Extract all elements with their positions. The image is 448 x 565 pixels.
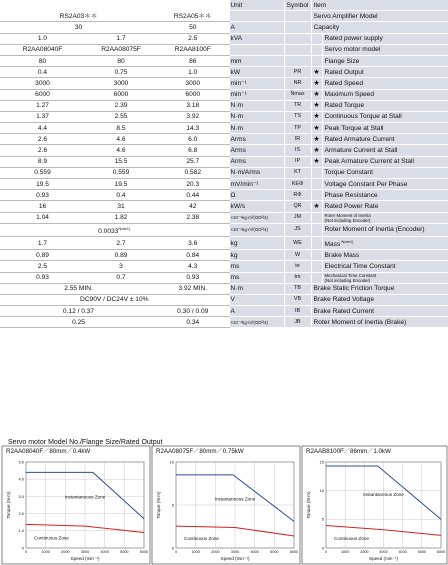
value-cell: 3 xyxy=(85,261,157,272)
spec-row xyxy=(0,156,448,167)
value-cell: 0.84 xyxy=(157,250,229,261)
spec-row xyxy=(0,89,448,100)
spec-row xyxy=(0,111,448,122)
star-mark: ★ xyxy=(311,134,322,145)
value-cell: 2.6 xyxy=(0,145,85,156)
value-cell: 3000 xyxy=(85,78,157,89)
symbol-cell: te xyxy=(284,261,311,272)
value-cell: 1.37 xyxy=(0,111,85,122)
unit-cell: min⁻¹ xyxy=(229,78,284,89)
unit-cell: ×10⁻⁴kg·m²(GD²/4) xyxy=(229,223,284,236)
star-mark: ★ xyxy=(311,89,322,100)
x-tick-label: 6000 xyxy=(289,550,299,554)
x-tick-label: 5000 xyxy=(417,550,427,554)
unit-cell: kVA xyxy=(229,33,284,44)
item-label: Brake Static Friction Torque xyxy=(311,283,448,294)
item-label: Mass $^{Note1)}$ xyxy=(322,236,448,249)
y-tick-label: 10 xyxy=(169,459,174,465)
graph-title: R2AA08040F／80mm／0.4kW xyxy=(6,448,91,455)
spec-row xyxy=(0,145,448,156)
unit-cell: kW/s xyxy=(229,201,284,212)
value-cell: 6000 xyxy=(0,89,85,100)
spec-row xyxy=(0,167,448,178)
unit-cell xyxy=(229,44,284,55)
zone-label-instant: Instantaneous Zone xyxy=(363,491,404,497)
brake-row xyxy=(0,306,448,317)
unit-cell: ×10⁻⁴kg·m²(GD²/4) xyxy=(229,317,284,328)
x-tick-label: 4000 xyxy=(398,550,407,554)
value-cell: 1.82 xyxy=(85,212,157,223)
amp-a-capacity: 30 xyxy=(0,22,157,33)
value-cell: 1.27 xyxy=(0,100,85,111)
unit-cell: mm xyxy=(229,55,284,66)
star-mark: ★ xyxy=(311,201,322,212)
star-mark xyxy=(311,179,322,190)
value-cell: 80 xyxy=(85,55,157,66)
item-label: Roter Moment of Inertia (Brake) xyxy=(311,317,448,328)
symbol-cell: JM xyxy=(284,212,311,223)
symbol-cell: IR xyxy=(284,134,311,145)
symbol-cell: TP xyxy=(284,123,311,134)
item-label: Rated Armature Current xyxy=(322,134,448,145)
symbol-cell: JS xyxy=(284,223,311,236)
symbol-cell xyxy=(284,33,311,44)
item-label: Rated Torque xyxy=(322,100,448,111)
value-cell: 1.04 xyxy=(0,212,85,223)
value-cell: 2.38 xyxy=(157,212,229,223)
zone-label-instant: Instantaneous Zone xyxy=(64,494,106,500)
value-cell: 4.3 xyxy=(157,261,229,272)
star-mark: ★ xyxy=(311,145,322,156)
value-cell: 0.559 xyxy=(0,167,85,178)
unit-cell: ms xyxy=(229,261,284,272)
symbol-cell xyxy=(284,55,311,66)
unit-cell: N·m xyxy=(229,100,284,111)
value-cell: 3.6 xyxy=(157,236,229,249)
star-mark xyxy=(311,190,322,201)
value-cell: 2.7 xyxy=(85,236,157,249)
value-cell: 3000 xyxy=(157,78,229,89)
value-cell: 0.4 xyxy=(85,190,157,201)
x-tick-label: 4000 xyxy=(250,550,259,554)
x-axis-label: Speed (min⁻¹) xyxy=(220,556,250,561)
motor-model: R2AA08040F xyxy=(0,44,85,55)
col-symbol: Symbol xyxy=(284,0,311,11)
value-cell: 2.55 xyxy=(85,111,157,122)
value-cell: 0.93 xyxy=(0,190,85,201)
symbol-cell: KT xyxy=(284,167,311,178)
y-tick-label: 5 xyxy=(171,502,174,508)
y-tick-label: 5 xyxy=(321,516,324,522)
item-label: Peak Torque at Stall xyxy=(322,123,448,134)
zone-label-instant: Instantaneous Zone xyxy=(214,496,256,502)
star-mark xyxy=(311,261,322,272)
symbol-cell: TB xyxy=(284,283,311,294)
x-axis-label: Speed (min⁻¹) xyxy=(369,556,398,561)
unit-cell: kg xyxy=(229,236,284,249)
zone-label-cont: Continuous Zone xyxy=(334,535,369,541)
spec-row xyxy=(0,55,448,66)
brake-value: DC90V / DC24V ± 10% xyxy=(0,294,229,305)
star-mark: ★ xyxy=(311,100,322,111)
item-label: Continuous Torque at Stall xyxy=(322,111,448,122)
symbol-cell: TR xyxy=(284,100,311,111)
spec-row xyxy=(0,44,448,55)
x-tick-label: 1000 xyxy=(41,550,50,554)
value-cell: 3.92 xyxy=(157,111,229,122)
y-tick-label: 0 xyxy=(171,545,174,551)
value-cell: 0.75 xyxy=(85,67,157,78)
value-cell: 0.89 xyxy=(0,250,85,261)
amp-b-capacity: 50 xyxy=(157,22,229,33)
star-mark xyxy=(311,250,322,261)
unit-cell: ×10⁻⁴kg·m²(GD²/4) xyxy=(229,212,284,223)
item-label: Rated Speed xyxy=(322,78,448,89)
y-tick-label: 5.0 xyxy=(18,459,24,465)
y-axis-label: Torque (N·m) xyxy=(306,491,311,519)
item-label: Peak Armature Current at Stall xyxy=(322,156,448,167)
y-tick-label: 3.0 xyxy=(18,493,24,499)
item-label: Brake Rated Current xyxy=(311,306,448,317)
unit-cell: N·m xyxy=(229,123,284,134)
unit-cell: Arms xyxy=(229,145,284,156)
value-cell: 31 xyxy=(85,201,157,212)
value-cell: 8.9 xyxy=(0,156,85,167)
symbol-cell: Nmax xyxy=(284,89,311,100)
star-mark xyxy=(311,223,322,236)
motor-model: R2AA08075F xyxy=(85,44,157,55)
x-tick-label: 2000 xyxy=(61,550,70,554)
value-cell: 4.6 xyxy=(85,145,157,156)
motor-model: R2AA8100F xyxy=(157,44,229,55)
spec-row xyxy=(0,223,448,236)
spec-row xyxy=(0,272,448,283)
brake-value-a: 0.12 / 0.37 xyxy=(0,306,157,317)
spec-row xyxy=(0,250,448,261)
x-tick-label: 1000 xyxy=(191,550,200,554)
value-cell: 86 xyxy=(157,55,229,66)
spec-row xyxy=(0,78,448,89)
y-axis-label: Torque (N·m) xyxy=(156,491,161,519)
value-cell: 6000 xyxy=(85,89,157,100)
symbol-cell: W xyxy=(284,250,311,261)
unit-cell: min⁻¹ xyxy=(229,89,284,100)
header-blank xyxy=(0,0,229,11)
star-mark: ★ xyxy=(311,156,322,167)
symbol-cell: TS xyxy=(284,111,311,122)
star-mark xyxy=(311,44,322,55)
unit-cell: N·m xyxy=(229,111,284,122)
unit-cell: N·m xyxy=(229,283,284,294)
value-cell: 0.7 xyxy=(85,272,157,283)
symbol-cell: IB xyxy=(284,306,311,317)
spec-row xyxy=(0,261,448,272)
spec-row xyxy=(0,134,448,145)
value-cell: 1.0 xyxy=(0,33,85,44)
x-tick-label: 2000 xyxy=(211,550,220,554)
brake-row xyxy=(0,317,448,328)
unit-cell: A xyxy=(229,306,284,317)
value-cell: 6.0 xyxy=(157,134,229,145)
unit-cell: Ω xyxy=(229,190,284,201)
star-mark xyxy=(311,55,322,66)
value-cell: 0.44 xyxy=(157,190,229,201)
item-label: Voltage Constant Per Phase xyxy=(322,179,448,190)
symbol-cell: KEΦ xyxy=(284,179,311,190)
spec-row xyxy=(0,190,448,201)
spec-row xyxy=(0,236,448,249)
spec-row xyxy=(0,201,448,212)
unit-cell: V xyxy=(229,294,284,305)
zone-label-cont: Continuous Zone xyxy=(184,536,219,542)
item-label: Brake Rated Voltage xyxy=(311,294,448,305)
item-label: Roter Moment of Inertia (Encoder) xyxy=(322,223,448,236)
y-tick-label: 0 xyxy=(321,545,324,551)
symbol-cell: JB xyxy=(284,317,311,328)
unit-cell: Arms xyxy=(229,134,284,145)
col-item: Item xyxy=(311,0,448,11)
star-mark: ★ xyxy=(311,78,322,89)
value-cell: 4.4 xyxy=(0,123,85,134)
value-cell: 6000 xyxy=(157,89,229,100)
x-tick-label: 4000 xyxy=(100,550,109,554)
zone-label-cont: Continuous Zone xyxy=(34,535,69,541)
graph-title: R2AA08075F／80mm／0.75kW xyxy=(156,448,244,455)
value-cell: 1.0 xyxy=(157,67,229,78)
star-mark: ★ xyxy=(311,111,322,122)
brake-row xyxy=(0,294,448,305)
value-cell: 15.5 xyxy=(85,156,157,167)
item-label: Armature Current at Stall xyxy=(322,145,448,156)
spec-row xyxy=(0,100,448,111)
item-label: Rated Output xyxy=(322,67,448,78)
value-cell: 0.582 xyxy=(157,167,229,178)
x-axis-label: Speed (min⁻¹) xyxy=(70,556,100,561)
x-tick-label: 5000 xyxy=(270,550,279,554)
x-tick-label: 3000 xyxy=(80,550,90,554)
value-cell: 6.8 xyxy=(157,145,229,156)
x-tick-label: 0 xyxy=(174,550,178,554)
spec-row xyxy=(0,212,448,223)
value-cell: 19.5 xyxy=(85,179,157,190)
unit-cell: N·m/Arms xyxy=(229,167,284,178)
note-mark: Note1) xyxy=(340,238,354,244)
unit-cell: kW xyxy=(229,67,284,78)
x-tick-label: 0 xyxy=(24,550,28,554)
y-tick-label: 10 xyxy=(319,488,324,494)
item-capacity: Capacity xyxy=(311,22,448,33)
spec-row xyxy=(0,67,448,78)
spec-row xyxy=(0,123,448,134)
item-label: Mechanical Time Constant (Not including Encoder) xyxy=(322,272,448,283)
brake-value-a: 2.55 MIN. xyxy=(0,283,157,294)
item-label: Brake Mass xyxy=(322,250,448,261)
unit-cell: mV/min⁻¹ xyxy=(229,179,284,190)
value-cell: 0.93 xyxy=(157,272,229,283)
graph-title: R2AAB8100F／86mm／1.0kW xyxy=(306,448,391,455)
value-cell: 3.18 xyxy=(157,100,229,111)
value-shared: $0.0033^{Note1)}$ xyxy=(0,223,229,236)
item-label: Electrical Time Constant xyxy=(322,261,448,272)
value-cell: 0.93 xyxy=(0,272,85,283)
value-cell: 14.3 xyxy=(157,123,229,134)
y-axis-label: Torque (N·m) xyxy=(6,491,11,519)
item-label: Maximum Speed xyxy=(322,89,448,100)
brake-value-a: 0.25 xyxy=(0,317,157,328)
item-label: Torque Constant xyxy=(322,167,448,178)
spec-row xyxy=(0,179,448,190)
item-label: Flange Size xyxy=(322,55,448,66)
x-tick-label: 3000 xyxy=(230,550,240,554)
x-tick-label: 1000 xyxy=(340,550,350,554)
value-cell: 16 xyxy=(0,201,85,212)
unit-cell: Arms xyxy=(229,156,284,167)
y-tick-label: 15 xyxy=(319,459,324,465)
value-cell: 2.39 xyxy=(85,100,157,111)
graphs-title: Servo motor Model No./Flange Size/Rated Output xyxy=(8,439,163,446)
symbol-cell: tm xyxy=(284,272,311,283)
amp-b-model: RS2A05＊＊ xyxy=(157,11,229,22)
amp-a-model: RS2A03＊＊ xyxy=(0,11,157,22)
value-cell: 8.5 xyxy=(85,123,157,134)
item-label: Rated power supply xyxy=(322,33,448,44)
symbol-cell: WE xyxy=(284,236,311,249)
item-label: Phase Resistance xyxy=(322,190,448,201)
brake-value-b: 0.34 xyxy=(157,317,229,328)
x-tick-label: 6000 xyxy=(139,550,149,554)
value-cell: 19.5 xyxy=(0,179,85,190)
symbol-cell: RΦ xyxy=(284,190,311,201)
value-cell: 0.559 xyxy=(85,167,157,178)
y-tick-label: 4.0 xyxy=(18,476,24,482)
brake-value-b: 0.30 / 0.09 xyxy=(157,306,229,317)
torque-speed-graphs xyxy=(0,436,448,565)
x-tick-label: 5000 xyxy=(120,550,129,554)
item-label: Roter Moment of Inertia (Not including Encoder) xyxy=(322,212,448,223)
x-tick-label: 3000 xyxy=(379,550,388,554)
star-mark xyxy=(311,272,322,283)
item-servo-amp: Servo Amplifier Model xyxy=(311,11,448,22)
value-cell: 0.4 xyxy=(0,67,85,78)
value-cell: 80 xyxy=(0,55,85,66)
x-tick-label: 2000 xyxy=(360,550,369,554)
value-cell: 42 xyxy=(157,201,229,212)
symbol-cell: IS xyxy=(284,145,311,156)
value-cell: 20.3 xyxy=(157,179,229,190)
star-mark xyxy=(311,236,322,249)
value-cell: 1.7 xyxy=(0,236,85,249)
brake-row xyxy=(0,283,448,294)
symbol-cell: IP xyxy=(284,156,311,167)
star-mark xyxy=(311,33,322,44)
spec-row xyxy=(0,33,448,44)
value-cell: 0.89 xyxy=(85,250,157,261)
value-cell: 25.7 xyxy=(157,156,229,167)
item-label: Rated Power Rate xyxy=(322,201,448,212)
value-cell: 4.6 xyxy=(85,134,157,145)
item-label: Servo motor model xyxy=(322,44,448,55)
brake-value-b: 3.92 MIN. xyxy=(157,283,229,294)
symbol-cell xyxy=(284,44,311,55)
value-cell: 2.5 xyxy=(0,261,85,272)
y-tick-label: 0 xyxy=(21,545,24,551)
star-mark xyxy=(311,212,322,223)
value-cell: 2.6 xyxy=(0,134,85,145)
x-tick-label: 0 xyxy=(324,550,328,554)
value-cell: 3000 xyxy=(0,78,85,89)
capacity-unit: A xyxy=(229,22,284,33)
symbol-cell: PR xyxy=(284,67,311,78)
value-cell: 2.5 xyxy=(157,33,229,44)
col-unit: Unit xyxy=(229,0,284,11)
symbol-cell: NR xyxy=(284,78,311,89)
star-mark: ★ xyxy=(311,123,322,134)
star-mark: ★ xyxy=(311,67,322,78)
unit-cell: kg xyxy=(229,250,284,261)
y-tick-label: 1.0 xyxy=(18,528,24,534)
y-tick-label: 2.0 xyxy=(18,511,24,516)
unit-cell: ms xyxy=(229,272,284,283)
x-tick-label: 6000 xyxy=(436,550,446,554)
value-cell: 1.7 xyxy=(85,33,157,44)
symbol-cell: VB xyxy=(284,294,311,305)
note-mark: Note1) xyxy=(118,225,131,231)
star-mark xyxy=(311,167,322,178)
symbol-cell: QR xyxy=(284,201,311,212)
